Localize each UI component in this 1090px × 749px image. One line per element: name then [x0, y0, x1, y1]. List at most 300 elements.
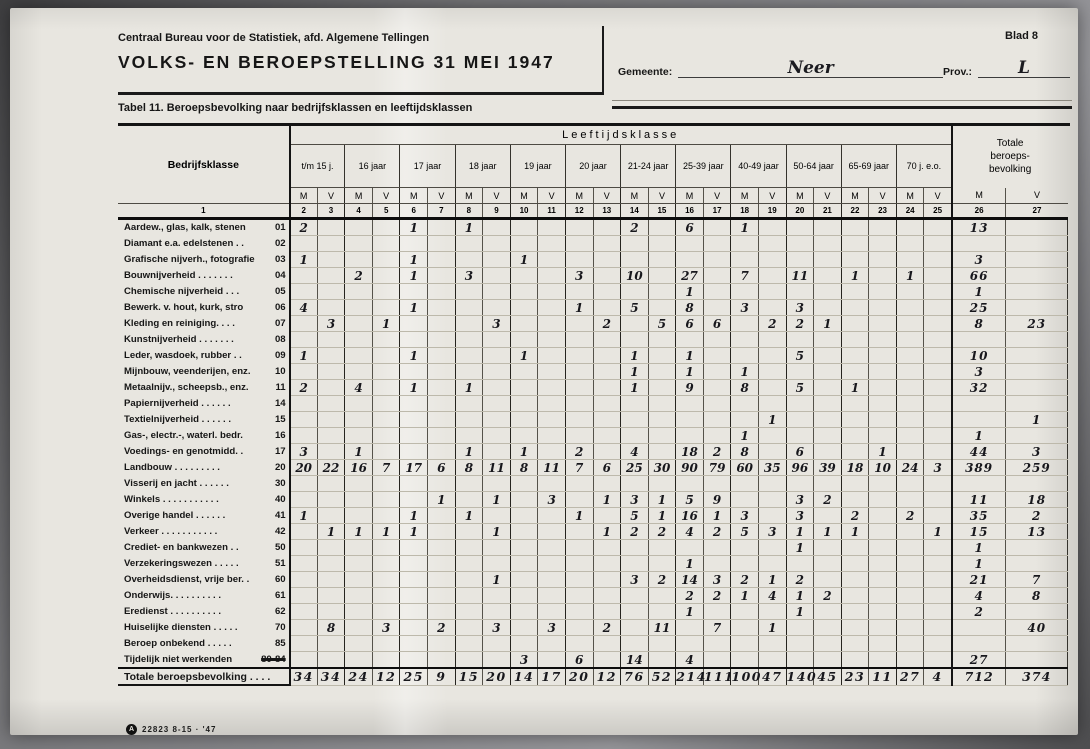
data-cell: [565, 236, 593, 252]
data-cell: [510, 604, 538, 620]
data-cell: [345, 652, 373, 669]
column-number: 10: [510, 204, 538, 219]
bedrijfsklasse-name: Voedings- en genotmidd. .: [124, 446, 244, 457]
data-cell: [869, 396, 897, 412]
column-number: 12: [565, 204, 593, 219]
row-label-inner: [124, 462, 286, 473]
bedrijfsklasse-name: Leder, wasdoek, rubber . .: [124, 350, 242, 361]
data-cell: 2: [290, 380, 318, 396]
data-cell: [510, 636, 538, 652]
data-cell: [593, 236, 621, 252]
data-cell: [703, 268, 731, 284]
data-cell: 3: [317, 316, 345, 332]
column-number: 13: [593, 204, 621, 219]
data-cell: [538, 476, 566, 492]
row-label-inner: [124, 590, 286, 601]
data-cell: [924, 396, 952, 412]
data-cell: 3: [786, 300, 814, 316]
row-label-inner: [124, 366, 286, 377]
data-cell: 5: [786, 348, 814, 364]
data-cell: 1: [372, 524, 400, 540]
data-cell: 1: [621, 348, 649, 364]
data-cell: [317, 268, 345, 284]
data-cell: [731, 492, 759, 508]
totale-header-text: Totale beroeps- bevolking: [989, 138, 1032, 176]
data-cell: 3: [290, 444, 318, 460]
data-cell: [290, 412, 318, 428]
subheader-v: V: [538, 188, 566, 204]
data-cell: [731, 620, 759, 636]
data-cell: [648, 284, 676, 300]
data-cell: [290, 556, 318, 572]
data-cell: [703, 348, 731, 364]
data-cell: [483, 476, 511, 492]
bedrijfsklasse-code: 40: [274, 494, 286, 505]
data-cell: 24: [896, 460, 924, 476]
data-cell: [372, 492, 400, 508]
row-label: [118, 604, 290, 620]
row-label: [118, 348, 290, 364]
data-cell: [841, 556, 869, 572]
data-cell: [814, 556, 842, 572]
data-cell: [372, 284, 400, 300]
data-cell: [758, 428, 786, 444]
data-cell: [565, 492, 593, 508]
data-cell: 259: [1006, 460, 1068, 476]
data-cell: [317, 476, 345, 492]
data-cell: 1: [952, 556, 1006, 572]
data-cell: 1: [510, 348, 538, 364]
subheader-v: V: [1006, 188, 1068, 204]
data-cell: 1: [455, 508, 483, 524]
data-cell: [814, 476, 842, 492]
data-cell: [455, 588, 483, 604]
row-label-inner: [124, 510, 286, 521]
data-cell: [372, 236, 400, 252]
data-cell: [510, 508, 538, 524]
row-label: [118, 428, 290, 444]
data-cell: [841, 540, 869, 556]
bedrijfsklasse-name: Mijnbouw, veenderijen, enz.: [124, 366, 251, 377]
data-cell: 2: [1006, 508, 1068, 524]
data-cell: 1: [400, 300, 428, 316]
column-number: 7: [428, 204, 456, 219]
data-cell: [869, 492, 897, 508]
data-cell: [455, 476, 483, 492]
bedrijfsklasse-code: 30: [274, 478, 286, 489]
data-cell: [648, 332, 676, 348]
column-header-bedrijfsklasse: Bedrijfsklasse: [118, 126, 290, 204]
table-row: [118, 572, 1068, 588]
row-label: [118, 636, 290, 652]
data-cell: [400, 604, 428, 620]
data-cell: 22: [317, 460, 345, 476]
data-cell: 1: [841, 268, 869, 284]
data-cell: [703, 476, 731, 492]
data-cell: [593, 332, 621, 348]
data-cell: 1: [814, 316, 842, 332]
data-cell: [758, 508, 786, 524]
data-cell: [455, 332, 483, 348]
data-cell: 16: [345, 460, 373, 476]
data-cell: [814, 572, 842, 588]
row-label: [118, 412, 290, 428]
data-cell: 2: [621, 524, 649, 540]
data-cell: 1: [676, 284, 704, 300]
data-cell: 6: [593, 460, 621, 476]
row-label: [118, 380, 290, 396]
data-cell: [869, 508, 897, 524]
data-cell: 7: [731, 268, 759, 284]
data-cell: [758, 236, 786, 252]
data-cell: [372, 219, 400, 236]
age-group-header: 70 j. e.o.: [896, 145, 951, 188]
data-cell: [648, 476, 676, 492]
data-cell: [372, 364, 400, 380]
data-cell: [924, 300, 952, 316]
data-cell: [758, 300, 786, 316]
row-label-inner: [124, 334, 286, 345]
bedrijfsklasse-name: Crediet- en bankwezen . .: [124, 542, 239, 553]
bedrijfsklasse-code: 17: [274, 446, 286, 457]
data-cell: [317, 412, 345, 428]
data-cell: 5: [786, 380, 814, 396]
data-cell: [483, 284, 511, 300]
data-cell: [648, 588, 676, 604]
data-cell: [869, 348, 897, 364]
data-cell: [731, 412, 759, 428]
subheader-m: M: [952, 188, 1006, 204]
totals-cell: 12: [372, 668, 400, 685]
data-cell: [896, 492, 924, 508]
data-cell: [896, 588, 924, 604]
data-cell: [510, 540, 538, 556]
data-cell: [510, 412, 538, 428]
data-cell: [703, 556, 731, 572]
table-row: [118, 604, 1068, 620]
data-cell: [814, 268, 842, 284]
data-cell: [621, 412, 649, 428]
data-cell: 44: [952, 444, 1006, 460]
data-cell: [786, 620, 814, 636]
data-cell: 27: [952, 652, 1006, 669]
data-cell: [428, 396, 456, 412]
header-rule-thick: [612, 106, 1072, 109]
data-cell: [896, 284, 924, 300]
data-cell: [703, 252, 731, 268]
data-cell: 7: [703, 620, 731, 636]
data-cell: 1: [648, 492, 676, 508]
data-cell: 8: [455, 460, 483, 476]
row-label: [118, 332, 290, 348]
data-cell: 1: [786, 604, 814, 620]
data-cell: [786, 652, 814, 669]
bedrijfsklasse-name: Tijdelijk niet werkenden: [124, 653, 233, 665]
row-label-inner: [124, 382, 286, 393]
data-cell: 1: [483, 492, 511, 508]
data-cell: [869, 428, 897, 444]
age-group-header: 20 jaar: [565, 145, 620, 188]
data-cell: [510, 268, 538, 284]
data-cell: [814, 380, 842, 396]
data-cell: [428, 572, 456, 588]
data-cell: [841, 332, 869, 348]
data-cell: 10: [952, 348, 1006, 364]
bedrijfsklasse-code: 03: [274, 254, 286, 265]
subheader-v: V: [428, 188, 456, 204]
data-cell: [538, 364, 566, 380]
data-cell: [896, 524, 924, 540]
row-label: [118, 444, 290, 460]
data-cell: [428, 412, 456, 428]
data-cell: [317, 492, 345, 508]
row-label-inner: [124, 302, 286, 313]
data-cell: [869, 588, 897, 604]
data-cell: 20: [290, 460, 318, 476]
data-cell: 1: [372, 316, 400, 332]
data-cell: [952, 636, 1006, 652]
data-cell: [345, 604, 373, 620]
data-cell: [676, 540, 704, 556]
data-cell: [483, 332, 511, 348]
table-row: [118, 284, 1068, 300]
data-cell: 40: [1006, 620, 1068, 636]
data-cell: 3: [924, 460, 952, 476]
data-cell: 4: [676, 524, 704, 540]
data-cell: [758, 492, 786, 508]
bedrijfsklasse-code: 70: [274, 622, 286, 633]
bedrijfsklasse-name: Overheidsdienst, vrije ber. .: [124, 574, 250, 585]
data-cell: 389: [952, 460, 1006, 476]
data-cell: [483, 300, 511, 316]
row-label: [118, 252, 290, 268]
data-cell: [869, 476, 897, 492]
row-label: [118, 508, 290, 524]
data-cell: [924, 380, 952, 396]
data-cell: 2: [841, 508, 869, 524]
data-cell: [841, 412, 869, 428]
data-cell: 11: [648, 620, 676, 636]
data-cell: [869, 316, 897, 332]
data-cell: 3: [621, 572, 649, 588]
row-label: [118, 300, 290, 316]
data-cell: [896, 540, 924, 556]
data-cell: 4: [621, 444, 649, 460]
column-header-totale-beroepsbevolking: [952, 126, 1068, 188]
data-cell: 4: [345, 380, 373, 396]
data-cell: [924, 428, 952, 444]
data-cell: [621, 540, 649, 556]
data-cell: [814, 252, 842, 268]
data-cell: [621, 252, 649, 268]
data-cell: [703, 284, 731, 300]
data-cell: [952, 236, 1006, 252]
data-cell: [924, 476, 952, 492]
data-cell: [814, 636, 842, 652]
data-cell: [648, 252, 676, 268]
data-cell: [814, 236, 842, 252]
table-row: [118, 460, 1068, 476]
data-cell: [538, 252, 566, 268]
data-cell: [648, 268, 676, 284]
data-cell: [1006, 364, 1068, 380]
data-cell: [676, 332, 704, 348]
data-cell: [621, 636, 649, 652]
header-divider: [602, 26, 604, 95]
row-label: [118, 540, 290, 556]
data-cell: [538, 428, 566, 444]
data-cell: 9: [676, 380, 704, 396]
data-cell: [896, 252, 924, 268]
data-cell: [731, 348, 759, 364]
data-cell: [896, 428, 924, 444]
row-label: [118, 556, 290, 572]
row-label: [118, 492, 290, 508]
data-cell: [483, 236, 511, 252]
row-label-inner: [124, 286, 286, 297]
data-cell: [483, 588, 511, 604]
totals-cell: 712: [952, 668, 1006, 685]
data-cell: [1006, 540, 1068, 556]
data-cell: [455, 652, 483, 669]
data-cell: 3: [483, 316, 511, 332]
data-cell: [869, 652, 897, 669]
data-cell: 5: [731, 524, 759, 540]
data-cell: [869, 380, 897, 396]
data-cell: [290, 476, 318, 492]
table-row: [118, 508, 1068, 524]
column-number: 11: [538, 204, 566, 219]
prov-handwritten-value: L: [1018, 58, 1030, 78]
data-cell: 7: [565, 460, 593, 476]
data-cell: 2: [786, 572, 814, 588]
data-cell: [593, 588, 621, 604]
data-cell: [621, 396, 649, 412]
data-cell: 2: [648, 572, 676, 588]
data-cell: 1: [345, 524, 373, 540]
row-label-inner: [124, 542, 286, 553]
data-cell: [676, 620, 704, 636]
data-cell: [317, 444, 345, 460]
data-cell: [290, 316, 318, 332]
data-cell: [345, 236, 373, 252]
data-cell: [400, 428, 428, 444]
data-cell: 1: [593, 524, 621, 540]
data-cell: 18: [1006, 492, 1068, 508]
data-cell: [648, 412, 676, 428]
data-cell: 32: [952, 380, 1006, 396]
bedrijfsklasse-name: Grafische nijverh., fotografie: [124, 254, 255, 265]
table-row: [118, 620, 1068, 636]
data-cell: [841, 476, 869, 492]
data-cell: [455, 348, 483, 364]
data-cell: [372, 508, 400, 524]
data-cell: 2: [703, 524, 731, 540]
data-cell: [400, 236, 428, 252]
data-cell: [483, 636, 511, 652]
totals-cell: 17: [538, 668, 566, 685]
data-cell: [483, 444, 511, 460]
data-cell: [372, 540, 400, 556]
data-cell: [372, 396, 400, 412]
data-cell: 2: [814, 492, 842, 508]
data-cell: [483, 604, 511, 620]
bedrijfsklasse-code: 11: [275, 382, 286, 393]
data-cell: [924, 572, 952, 588]
data-cell: [538, 556, 566, 572]
data-cell: 90: [676, 460, 704, 476]
data-cell: [372, 572, 400, 588]
data-cell: 2: [621, 219, 649, 236]
data-cell: [593, 540, 621, 556]
data-cell: [290, 236, 318, 252]
data-cell: [758, 476, 786, 492]
data-cell: 2: [593, 620, 621, 636]
bedrijfsklasse-code: 02: [274, 238, 286, 249]
data-cell: [896, 636, 924, 652]
data-cell: 14: [621, 652, 649, 669]
data-cell: [648, 444, 676, 460]
subheader-m: M: [345, 188, 373, 204]
data-cell: [317, 636, 345, 652]
data-cell: 1: [896, 268, 924, 284]
data-cell: [428, 524, 456, 540]
data-cell: [952, 476, 1006, 492]
subheader-v: V: [814, 188, 842, 204]
data-cell: 1: [676, 348, 704, 364]
data-cell: [565, 332, 593, 348]
data-cell: [869, 284, 897, 300]
data-cell: [290, 364, 318, 380]
table-row: [118, 412, 1068, 428]
data-cell: 1: [731, 428, 759, 444]
bedrijfsklasse-code: 50: [274, 542, 286, 553]
row-label-inner: [124, 606, 286, 617]
data-cell: [428, 268, 456, 284]
bedrijfsklasse-name: Totale beroepsbevolking . . . .: [124, 670, 271, 683]
row-label-inner: [124, 270, 286, 281]
bedrijfsklasse-name: Landbouw . . . . . . . . .: [124, 462, 220, 473]
table-row: [118, 332, 1068, 348]
data-cell: 2: [786, 316, 814, 332]
column-number: 21: [814, 204, 842, 219]
organization-name: Centraal Bureau voor de Statistiek, afd. Algemene Tellingen: [118, 32, 430, 44]
data-cell: [841, 620, 869, 636]
table-row: [118, 219, 1068, 236]
data-cell: [345, 476, 373, 492]
bedrijfsklasse-code: 42: [274, 526, 286, 537]
data-cell: [538, 572, 566, 588]
data-cell: [290, 604, 318, 620]
data-cell: [593, 380, 621, 396]
data-cell: [896, 348, 924, 364]
bedrijfsklasse-name: Visserij en jacht . . . . . .: [124, 478, 229, 489]
data-cell: [758, 540, 786, 556]
data-cell: 2: [731, 572, 759, 588]
totals-cell: 111: [703, 668, 735, 684]
data-cell: [896, 316, 924, 332]
age-group-header: 50-64 jaar: [786, 145, 841, 188]
data-cell: [703, 300, 731, 316]
row-label: [118, 396, 290, 412]
data-cell: 4: [290, 300, 318, 316]
data-cell: [814, 652, 842, 669]
data-cell: 5: [676, 492, 704, 508]
data-cell: [400, 620, 428, 636]
bedrijfsklasse-code: 60: [274, 574, 286, 585]
row-label-inner: [124, 254, 286, 265]
column-number: 17: [703, 204, 731, 219]
